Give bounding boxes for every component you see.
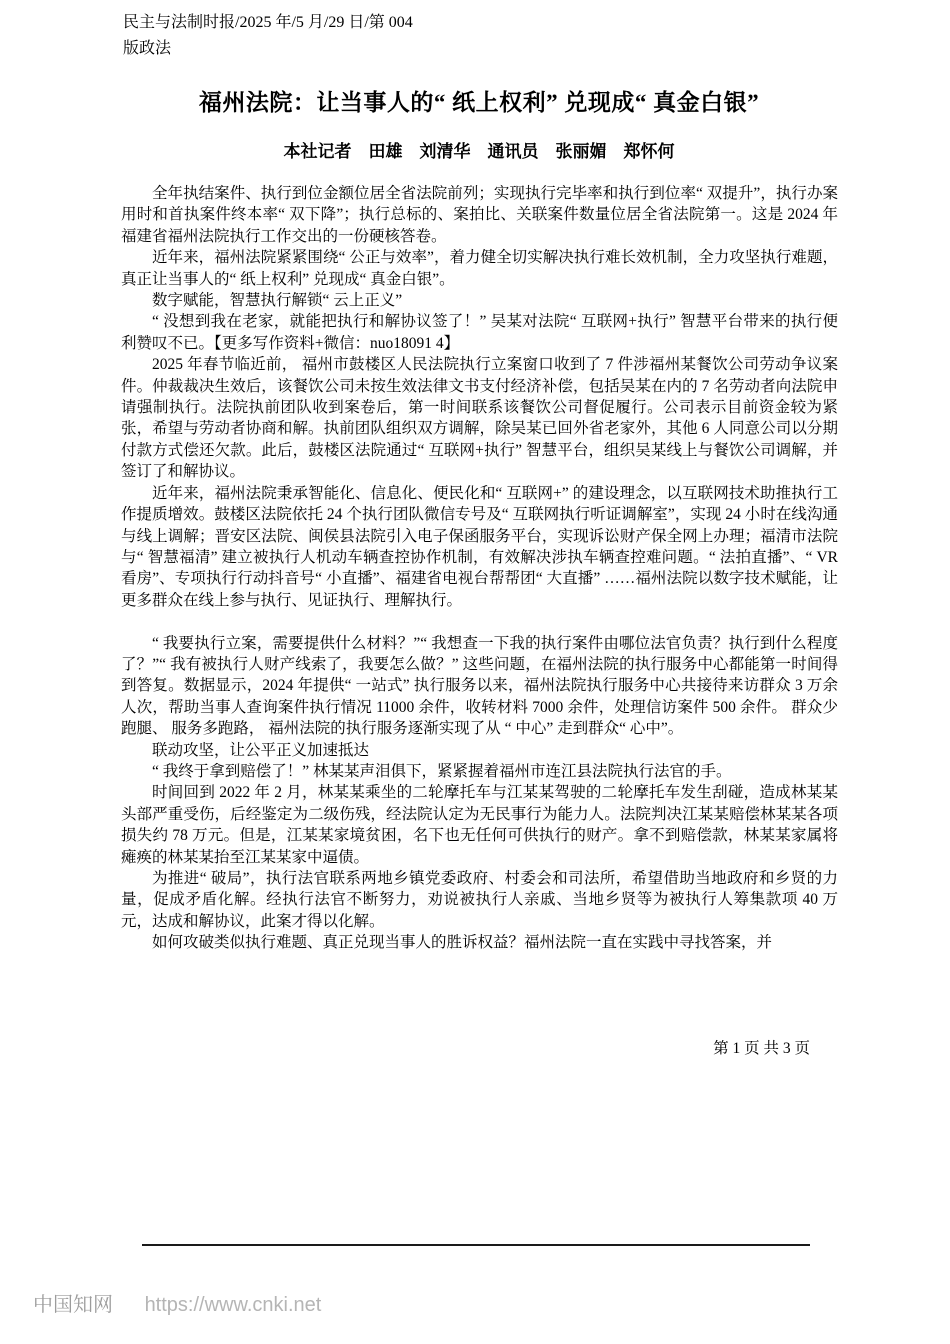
paragraph: 时间回到 2022 年 2 月，林某某乘坐的二轮摩托车与江某某驾驶的二轮摩托车发生刮碰，造成林某某头部严重受伤，后经鉴定为二级伤残，经法院认定为无民事行为能力人。法院判决江某某赔偿林某某各项损失约 78 万元。但是，江某某家境贫困，名下也无任何可供执行的财产。拿不到赔偿款，林某某家属将瘫痪的林某某抬至江某某家中逼债。 [121,784,838,866]
publication-info-line2: 版政法 [123,40,172,57]
paragraph: 2025 年春节临近前， 福州市鼓楼区人民法院执行立案窗口收到了 7 件涉福州某餐饮公司劳动争议案件。仲裁裁决生效后，该餐饮公司未按生效法律文书支付经济补偿，包括吴某在内的 7 名劳动者向法院申请强制执行。法院执前团队收到案卷后，第一时间联系该餐饮公司督促履行。公司表示目前资金较为紧张，希望与劳动者协商和解。执前团队组织双方调解，除吴某已回外省老家外，其他 6 人同意公司以分期付款方式偿还欠款。此后，鼓楼区法院通过“ 互联网+执行” 智慧平台，组织吴某线上与餐饮公司调解，并签订了和解协议。 [121,356,838,481]
paragraph-spacer [121,611,838,632]
cnki-logo: 中国知网 [33,1294,113,1316]
paragraph: 为推进“ 破局”，执行法官联系两地乡镇党委政府、村委会和司法所，希望借助当地政府和乡贤的力量，促成矛盾化解。经执行法官不断努力，劝说被执行人亲戚、当地乡贤等为被执行人筹集款项 40 万元，达成和解协议，此案才得以化解。 [121,869,838,930]
cnki-url: https://www.cnki.net [144,1294,322,1316]
article-title: 福州法院：让当事人的“ 纸上权利” 兑现成“ 真金白银” [198,90,760,115]
paragraph: “ 我要执行立案，需要提供什么材料？”“ 我想查一下我的执行案件由哪位法官负责？执行到什么程度了？”“ 我有被执行人财产线索了，我要怎么做？” 这些问题，在福州法院的执行服务中心都能第一时间得到答复。数据显示，2024 年提供“ 一站式” 执行服务以来，福州法院执行服务中心共接待来访群众 3 万余人次，帮助当事人查询案件执行情况 11000 余件，收转材料 7000 余件，处理信访案件 500 余件。 群众少跑腿、 服务多跑路， 福州法院的执行服务逐渐实现了从 “ 中心” 走到群众“ 心中”。 [121,634,838,738]
article-byline: 本社记者 田雄 刘清华 通讯员 张丽媚 郑怀何 [283,142,675,161]
article-body [121,183,838,954]
publication-info [123,10,413,62]
section-subhead: 联动攻坚，让公平正义加速抵达 [152,741,370,759]
paragraph: 近年来，福州法院秉承智能化、信息化、便民化和“ 互联网+” 的建设理念，以互联网技术助推执行工作提质增效。鼓楼区法院依托 24 个执行团队微信专号及“ 互联网执行听证调解室”，实现 24 小时在线沟通与线上调解；晋安区法院、闽侯县法院引入电子保函服务平台，实现诉讼财产保全网上办理；福清市法院与“ 智慧福清” 建立被执行人机动车辆查控协作机制，有效解决涉执车辆查控难问题。“ 法拍直播”、“ VR 看房”、专项执行行动抖音号“ 小直播”、福建省电视台帮帮团“ 大直播” ……福州法院以数字技术赋能，让更多群众在线上参与执行、见证执行、理解执行。 [121,484,838,609]
paragraph: 如何攻破类似执行难题、真正兑现当事人的胜诉权益？福州法院一直在实践中寻找答案，并 [152,934,773,952]
page-number: 第 1 页 共 3 页 [713,1040,810,1057]
paragraph: “ 没想到我在老家，就能把执行和解协议签了！” 吴某对法院“ 互联网+执行” 智慧平台带来的执行便利赞叹不已。【更多写作资料+微信：nuo18091 4】 [121,313,838,352]
paragraph: 近年来，福州法院紧紧围绕“ 公正与效率”，着力健全切实解决执行难长效机制，全力攻坚执行难题，真正让当事人的“ 纸上权利” 兑现成“ 真金白银”。 [121,249,838,288]
cnki-watermark [33,1288,321,1317]
section-subhead: 数字赋能，智慧执行解锁“ 云上正义” [152,292,403,310]
paragraph: 全年执结案件、执行到位金额位居全省法院前列；实现执行完毕率和执行到位率“ 双提升”，执行办案用时和首执案件终本率“ 双下降”；执行总标的、案拍比、关联案件数量位居全省法院第一。这是 2024 年福建省福州法院执行工作交出的一份硬核答卷。 [121,185,838,245]
publication-info-line1: 民主与法制时报/2025 年/5 月/29 日/第 004 [123,14,413,31]
footer-separator-line [142,1244,810,1246]
paragraph: “ 我终于拿到赔偿了！” 林某某声泪俱下，紧紧握着福州市连江县法院执行法官的手。 [152,762,732,780]
